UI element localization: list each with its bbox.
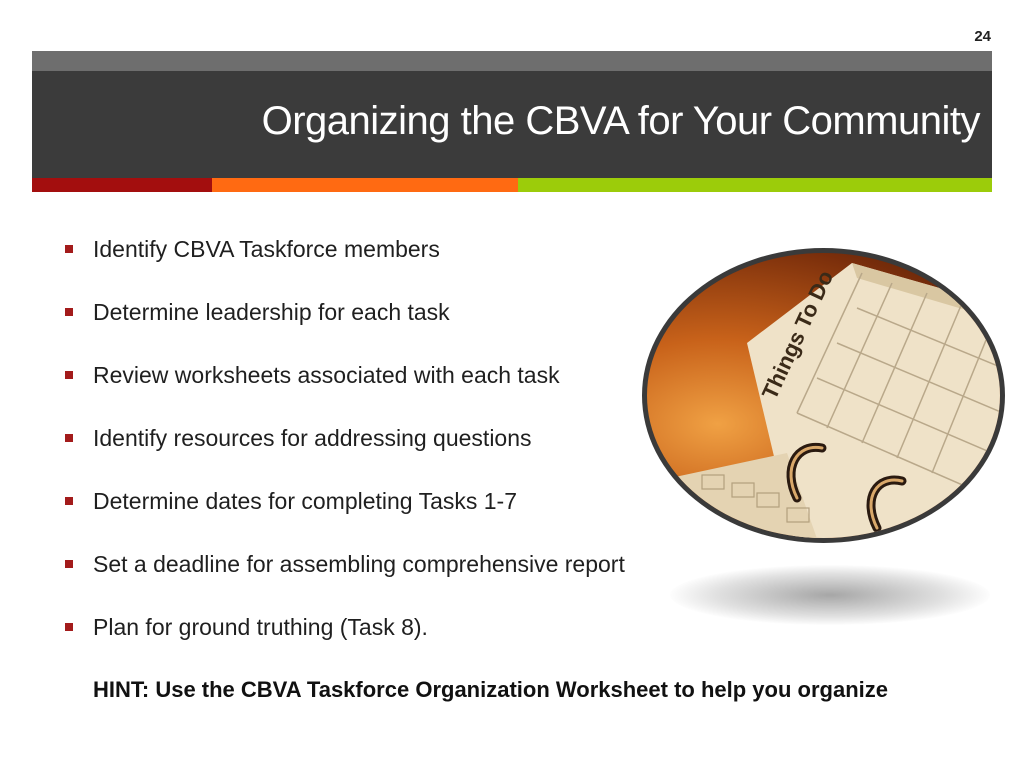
photo-oval-frame [642,248,1005,543]
bullet-text: Review worksheets associated with each task [93,362,560,388]
bullet-square-icon [65,560,73,568]
photo-shadow [670,565,990,625]
bullet-item [60,422,625,485]
bullet-list [60,233,625,674]
bullet-square-icon [65,245,73,253]
bullet-text: Identify resources for addressing questions [93,425,532,451]
bullet-square-icon [65,371,73,379]
strip-segment-red [32,178,212,192]
bullet-item [60,233,625,296]
bullet-item [60,359,625,422]
things-to-do-photo [642,248,1005,543]
slide-title: Organizing the CBVA for Your Community [261,99,980,143]
bullet-item [60,485,625,548]
title-band [32,51,992,178]
bullet-item [60,296,625,359]
bullet-text: Determine leadership for each task [93,299,450,325]
strip-segment-orange [212,178,518,192]
hint-text: HINT: Use the CBVA Taskforce Organization Worksheet to help you organize [93,677,888,702]
title-band-top-stripe [32,51,992,71]
bullet-square-icon [65,308,73,316]
bullet-square-icon [65,434,73,442]
color-strip [32,178,992,192]
bullet-text: Determine dates for completing Tasks 1-7 [93,488,517,514]
planner-illustration [647,253,1005,543]
bullet-text: Set a deadline for assembling comprehensive report [93,551,625,577]
bullet-text: Identify CBVA Taskforce members [93,236,440,262]
things-to-do-label: Things To Do [756,266,839,404]
bullet-square-icon [65,623,73,631]
bullet-item [60,611,625,674]
bullet-square-icon [65,497,73,505]
bullet-item [60,548,625,611]
bullet-text: Plan for ground truthing (Task 8). [93,614,428,640]
page-number: 24 [974,28,991,45]
strip-segment-green [518,178,992,192]
